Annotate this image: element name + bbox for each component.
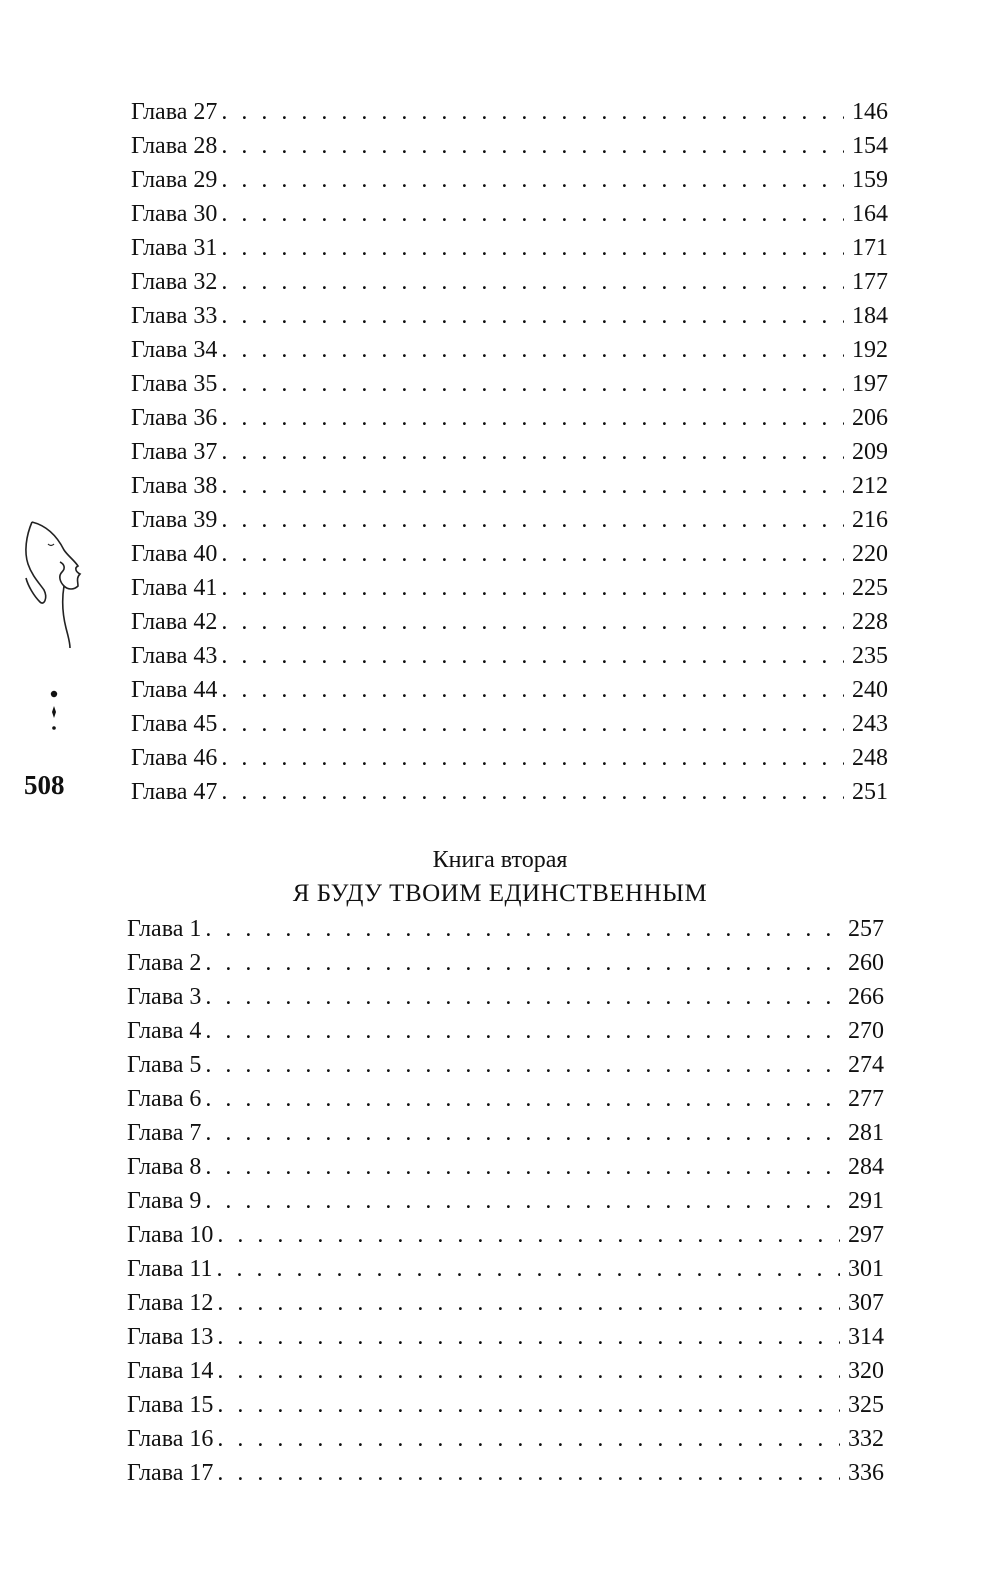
toc-entry-label: Глава 33: [131, 303, 218, 329]
toc-entry: [131, 741, 888, 775]
toc-entry-page: 270: [848, 1018, 884, 1044]
toc-entry: [131, 129, 888, 163]
toc-entry-label: Глава 8: [127, 1154, 202, 1180]
toc-entry-label: Глава 3: [127, 984, 202, 1010]
toc-entry-label: Глава 10: [127, 1222, 214, 1248]
toc-entry-page: 301: [848, 1256, 884, 1282]
toc-entry-page: 243: [852, 711, 888, 737]
toc-dot-leader: [221, 775, 844, 809]
toc-entry-label: Глава 47: [131, 779, 218, 805]
toc-entry-label: Глава 36: [131, 405, 218, 431]
toc-dot-leader: [221, 299, 844, 333]
toc-entry-label: Глава 2: [127, 950, 202, 976]
toc-entry: [131, 163, 888, 197]
toc-entry-page: 197: [852, 371, 888, 397]
toc-entry-page: 251: [852, 779, 888, 805]
book-subtitle: Книга вторая: [432, 847, 568, 873]
toc-entry-page: 257: [848, 916, 884, 942]
toc-entry-page: 209: [852, 439, 888, 465]
toc-entry: [127, 1252, 884, 1286]
toc-dot-leader: [221, 163, 844, 197]
toc-entry: [127, 946, 884, 980]
toc-entry-label: Глава 31: [131, 235, 218, 261]
toc-entry-page: 228: [852, 609, 888, 635]
toc-entry: [131, 265, 888, 299]
toc-dot-leader: [221, 197, 844, 231]
toc-entry: [131, 333, 888, 367]
book-title: Я БУДУ ТВОИМ ЕДИНСТВЕННЫМ: [292, 880, 708, 907]
toc-entry-label: Глава 41: [131, 575, 218, 601]
toc-dot-leader: [221, 95, 844, 129]
toc-entry-label: Глава 34: [131, 337, 218, 363]
toc-entry: [131, 435, 888, 469]
toc-entry: [131, 639, 888, 673]
toc-dot-leader: [205, 1116, 840, 1150]
toc-dot-leader: [221, 129, 844, 163]
toc-entry: [131, 231, 888, 265]
toc-entry-label: Глава 39: [131, 507, 218, 533]
toc-dot-leader: [221, 537, 844, 571]
toc-entry-label: Глава 5: [127, 1052, 202, 1078]
toc-entry-page: 325: [848, 1392, 884, 1418]
toc-dot-leader: [221, 265, 844, 299]
toc-entry-page: 225: [852, 575, 888, 601]
toc-entry-label: Глава 12: [127, 1290, 214, 1316]
toc-entry: [131, 299, 888, 333]
toc-entry-page: 266: [848, 984, 884, 1010]
toc-entry: [127, 912, 884, 946]
toc-entry-label: Глава 38: [131, 473, 218, 499]
toc-entry: [131, 503, 888, 537]
toc-dot-leader: [221, 707, 844, 741]
toc-dot-leader: [205, 1082, 840, 1116]
toc-dot-leader: [221, 367, 844, 401]
toc-entry: [127, 1456, 884, 1490]
toc-dot-leader: [205, 1014, 840, 1048]
toc-entry-page: 297: [848, 1222, 884, 1248]
toc-entry-label: Глава 32: [131, 269, 218, 295]
toc-entry-label: Глава 40: [131, 541, 218, 567]
toc-dot-leader: [221, 401, 844, 435]
page-number: 508: [24, 770, 65, 800]
toc-entry-page: 336: [848, 1460, 884, 1486]
toc-entry: [131, 673, 888, 707]
toc-dot-leader: [217, 1388, 840, 1422]
toc-entry: [131, 367, 888, 401]
toc-entry-page: 260: [848, 950, 884, 976]
toc-dot-leader: [221, 333, 844, 367]
toc-dot-leader: [205, 980, 840, 1014]
toc-entry-page: 281: [848, 1120, 884, 1146]
toc-dot-leader: [221, 673, 844, 707]
toc-entry-page: 291: [848, 1188, 884, 1214]
toc-entry-label: Глава 4: [127, 1018, 202, 1044]
toc-entry-label: Глава 46: [131, 745, 218, 771]
toc-entry-page: 235: [852, 643, 888, 669]
toc-entry: [131, 95, 888, 129]
toc-dot-leader: [217, 1286, 840, 1320]
toc-entry: [127, 1116, 884, 1150]
toc-entry-page: 212: [852, 473, 888, 499]
toc-entry: [131, 401, 888, 435]
toc-entry: [127, 1320, 884, 1354]
toc-entry-page: 177: [852, 269, 888, 295]
face-line-art-icon: [18, 516, 98, 746]
toc-entry-label: Глава 42: [131, 609, 218, 635]
toc-dot-leader: [221, 231, 844, 265]
toc-dot-leader: [217, 1218, 840, 1252]
toc-entry-label: Глава 43: [131, 643, 218, 669]
toc-entry-label: Глава 30: [131, 201, 218, 227]
toc-entry-page: 240: [852, 677, 888, 703]
toc-entry: [127, 1014, 884, 1048]
toc-dot-leader: [205, 1048, 840, 1082]
toc-dot-leader: [217, 1422, 840, 1456]
toc-entry-page: 192: [852, 337, 888, 363]
toc-entry-label: Глава 1: [127, 916, 202, 942]
toc-dot-leader: [221, 503, 844, 537]
toc-entry-page: 164: [852, 201, 888, 227]
toc-entry: [131, 605, 888, 639]
toc-entry-page: 216: [852, 507, 888, 533]
toc-dot-leader: [221, 639, 844, 673]
toc-entry: [127, 1286, 884, 1320]
toc-entry-label: Глава 17: [127, 1460, 214, 1486]
toc-dot-leader: [205, 1150, 840, 1184]
toc-entry: [131, 571, 888, 605]
toc-dot-leader: [217, 1354, 840, 1388]
toc-entry-label: Глава 7: [127, 1120, 202, 1146]
toc-entry: [131, 197, 888, 231]
toc-dot-leader: [221, 741, 844, 775]
toc-entry: [127, 1150, 884, 1184]
toc-entry-label: Глава 13: [127, 1324, 214, 1350]
toc-entry: [127, 1388, 884, 1422]
toc-dot-leader: [217, 1456, 840, 1490]
toc-entry-label: Глава 15: [127, 1392, 214, 1418]
toc-entry-page: 277: [848, 1086, 884, 1112]
toc-entry-page: 332: [848, 1426, 884, 1452]
toc-entry: [131, 707, 888, 741]
toc-entry: [127, 1218, 884, 1252]
toc-entry-page: 284: [848, 1154, 884, 1180]
toc-entry-page: 274: [848, 1052, 884, 1078]
toc-entry-page: 146: [852, 99, 888, 125]
toc-dot-leader: [205, 946, 840, 980]
toc-dot-leader: [221, 571, 844, 605]
toc-entry-label: Глава 27: [131, 99, 218, 125]
toc-entry-page: 220: [852, 541, 888, 567]
toc-entry-label: Глава 9: [127, 1188, 202, 1214]
toc-entry-page: 171: [852, 235, 888, 261]
toc-dot-leader: [221, 435, 844, 469]
toc-entry-label: Глава 28: [131, 133, 218, 159]
toc-entry-label: Глава 37: [131, 439, 218, 465]
toc-dot-leader: [216, 1252, 840, 1286]
toc-dot-leader: [221, 605, 844, 639]
toc-entry: [127, 1082, 884, 1116]
toc-entry: [131, 537, 888, 571]
toc-dot-leader: [205, 912, 840, 946]
toc-entry-label: Глава 29: [131, 167, 218, 193]
toc-entry-page: 248: [852, 745, 888, 771]
toc-entry-label: Глава 11: [127, 1256, 213, 1282]
toc-entry-label: Глава 16: [127, 1426, 214, 1452]
toc-entry-label: Глава 45: [131, 711, 218, 737]
toc-entry-page: 314: [848, 1324, 884, 1350]
toc-entry: [127, 1184, 884, 1218]
toc-entry: [131, 469, 888, 503]
toc-entry-page: 320: [848, 1358, 884, 1384]
toc-dot-leader: [221, 469, 844, 503]
toc-entry-page: 307: [848, 1290, 884, 1316]
toc-entry-label: Глава 6: [127, 1086, 202, 1112]
toc-dot-leader: [217, 1320, 840, 1354]
toc-entry: [127, 1354, 884, 1388]
toc-entry-page: 154: [852, 133, 888, 159]
toc-entry-page: 159: [852, 167, 888, 193]
toc-entry-page: 184: [852, 303, 888, 329]
toc-entry: [127, 1048, 884, 1082]
toc-entry-page: 206: [852, 405, 888, 431]
toc-entry-label: Глава 14: [127, 1358, 214, 1384]
toc-entry: [131, 775, 888, 809]
toc-dot-leader: [205, 1184, 840, 1218]
toc-entry: [127, 1422, 884, 1456]
toc-entry-label: Глава 35: [131, 371, 218, 397]
toc-entry-label: Глава 44: [131, 677, 218, 703]
toc-entry: [127, 980, 884, 1014]
